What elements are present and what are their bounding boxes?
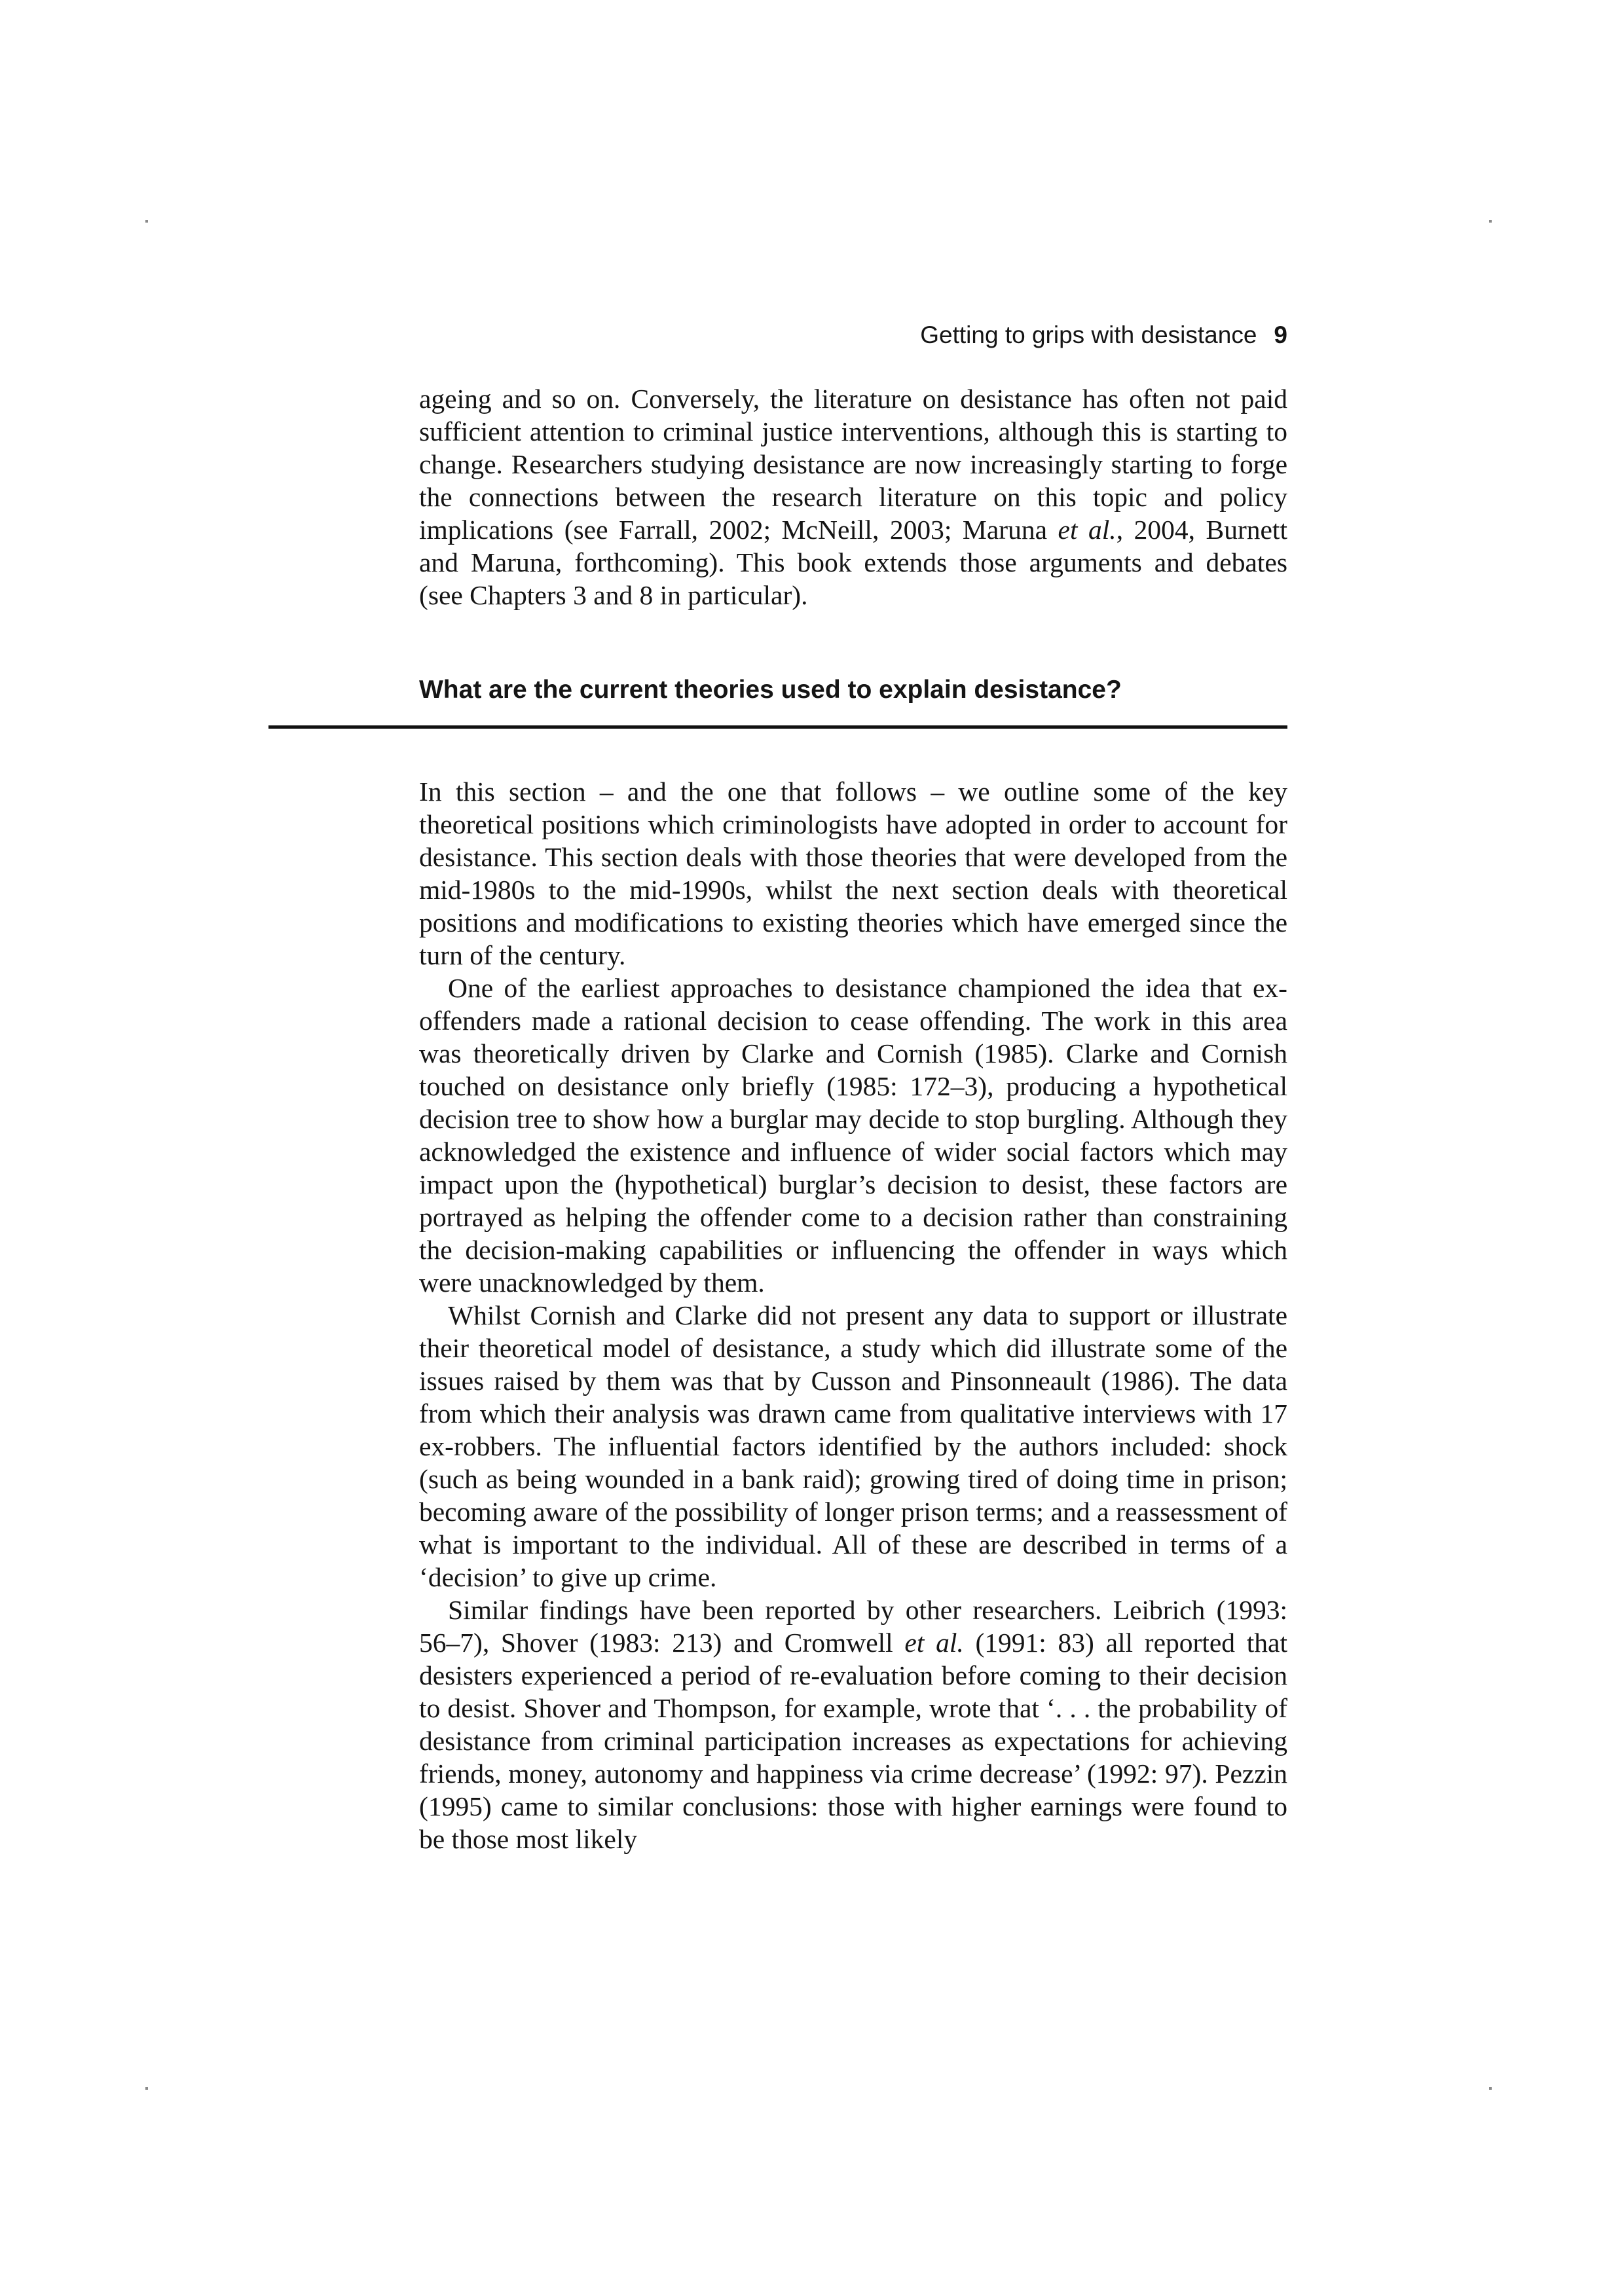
paragraph-4-part-2: (1991: 83) all reported that desisters experienced a period of re-evaluation before coming to their decision to desist. Shover and Thompson, for example, wrote that ‘. . . the probability of desistance from criminal participation increases as expectations for achieving friends, money, autonomy and happiness via crime decrease’ (1992: 97). Pezzin (1995) came to similar conclusions: those with higher earnings were found to be those most likely [419, 1628, 1287, 1854]
section-heading: What are the current theories used to explain desistance? [419, 676, 1122, 704]
heading-rule [268, 725, 1287, 729]
crop-mark-bottom-left [145, 2087, 148, 2090]
paragraph-4-part-1: Similar findings have been reported by other researchers. Leibrich (1993: 56–7), Shover (1983: 213) and Cromwell [419, 1595, 1287, 1658]
running-head [419, 317, 1287, 354]
intro-text-block [419, 382, 1287, 611]
paragraph-3: Whilst Cornish and Clarke did not present any data to support or illustrate their theoretical model of desistance, a study which did illustrate some of the issues raised by them was that by Cusson and Pinsonneault (1986). The data from which their analysis was drawn came from qualitative interviews with 17 ex-robbers. The influential factors identified by the authors included: shock (such as being wounded in a bank raid); growing tired of doing time in prison; becoming aware of the possibility of longer prison terms; and a reassessment of what is important to the individual. All of these are described in terms of a ‘decision’ to give up crime. [419, 1300, 1287, 1592]
page-number: 9 [1274, 321, 1287, 348]
crop-mark-top-right [1489, 220, 1492, 223]
running-head-title: Getting to grips with desistance [920, 321, 1257, 348]
intro-text-part-2: , 2004, Burnett and Maruna, forthcoming). This book extends those arguments and debates (see Chapters 3 and 8 in particular). [419, 515, 1287, 610]
intro-italic-et-al: et al. [1058, 515, 1116, 545]
intro-paragraph [419, 382, 1287, 611]
paragraph-4 [419, 1594, 1287, 1855]
section-body [419, 775, 1287, 1855]
paragraph-1: In this section – and the one that follows – we outline some of the key theoretical positions which criminologists have adopted in order to account for desistance. This section deals with those theories that were developed from the mid-1980s to the mid-1990s, whilst the next section deals with theoretical positions and modifications to existing theories which have emerged since the turn of the century. [419, 776, 1287, 970]
crop-mark-bottom-right [1489, 2087, 1492, 2090]
intro-text-part-1: ageing and so on. Conversely, the literature on desistance has often not paid sufficient attention to criminal justice interventions, although this is starting to change. Researchers studying desistance are now increasingly starting to forge the connections between the research literature on this topic and policy implications (see Farrall, 2002; McNeill, 2003; Maruna [419, 384, 1287, 545]
crop-mark-top-left [145, 220, 148, 223]
paragraph-2: One of the earliest approaches to desistance championed the idea that ex-offenders made a rational decision to cease offending. The work in this area was theoretically driven by Clarke and Cornish (1985). Clarke and Cornish touched on desistance only briefly (1985: 172–3), producing a hypothetical decision tree to show how a burglar may decide to stop burgling. Although they acknowledged the existence and influence of wider social factors which may impact upon the (hypothetical) burglar’s decision to desist, these factors are portrayed as helping the offender come to a decision rather than constraining the decision-making capabilities or influencing the offender in ways which were unacknowledged by them. [419, 973, 1287, 1298]
paragraph-4-italic-et-al: et al. [904, 1628, 964, 1658]
